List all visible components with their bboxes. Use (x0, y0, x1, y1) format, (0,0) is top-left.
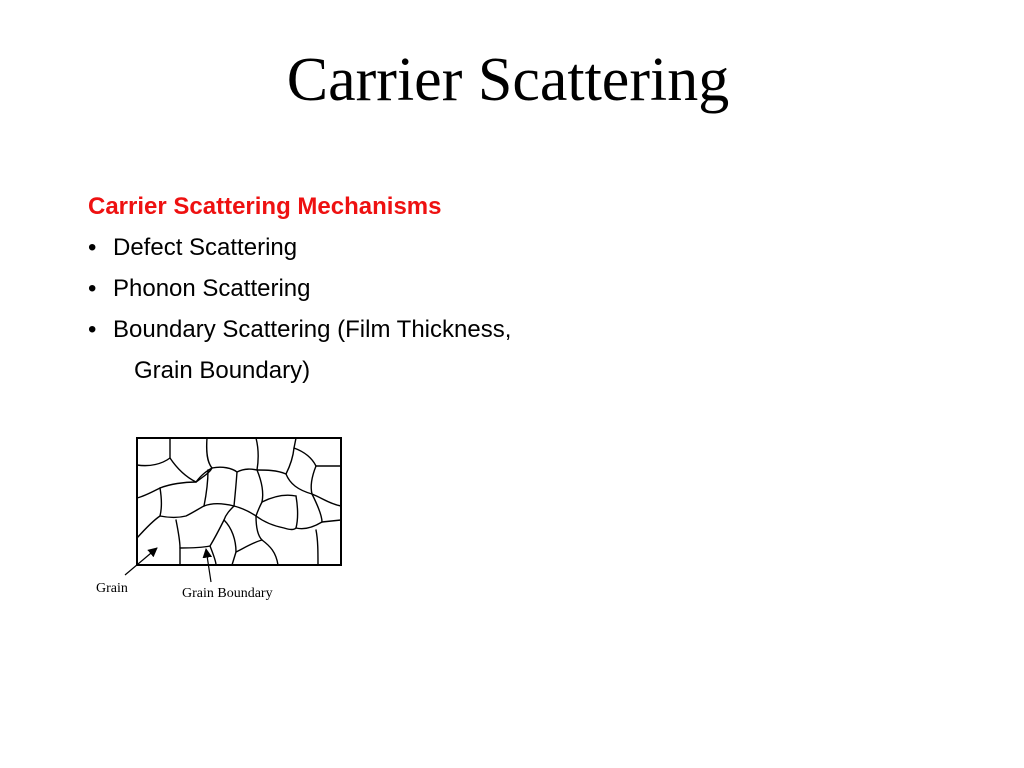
mechanisms-heading: Carrier Scattering Mechanisms (88, 193, 442, 220)
boundary-label-group (182, 549, 273, 601)
bullet-item-phonon (88, 268, 511, 309)
bullet-text: Boundary Scattering (Film Thickness, (113, 316, 512, 343)
slide-title: Carrier Scattering (286, 46, 730, 114)
boundary-label: Grain Boundary (182, 586, 273, 601)
bullet-marker: • (88, 316, 97, 343)
grain-boundaries (137, 438, 341, 565)
grain-arrow (125, 548, 157, 575)
bullet-item-boundary (88, 309, 511, 350)
bullet-continuation: Grain Boundary) (134, 357, 311, 384)
bullet-text: Defect Scattering (113, 234, 298, 261)
bullet-text: Phonon Scattering (113, 275, 311, 302)
bullet-marker: • (88, 275, 97, 302)
grain-diagram (90, 430, 360, 610)
bullet-item-defect (88, 227, 511, 268)
grain-frame (137, 438, 341, 565)
grain-label: Grain (96, 581, 128, 596)
bullet-marker: • (88, 234, 97, 261)
grain-label-group (96, 548, 157, 596)
slide-content (88, 186, 511, 391)
